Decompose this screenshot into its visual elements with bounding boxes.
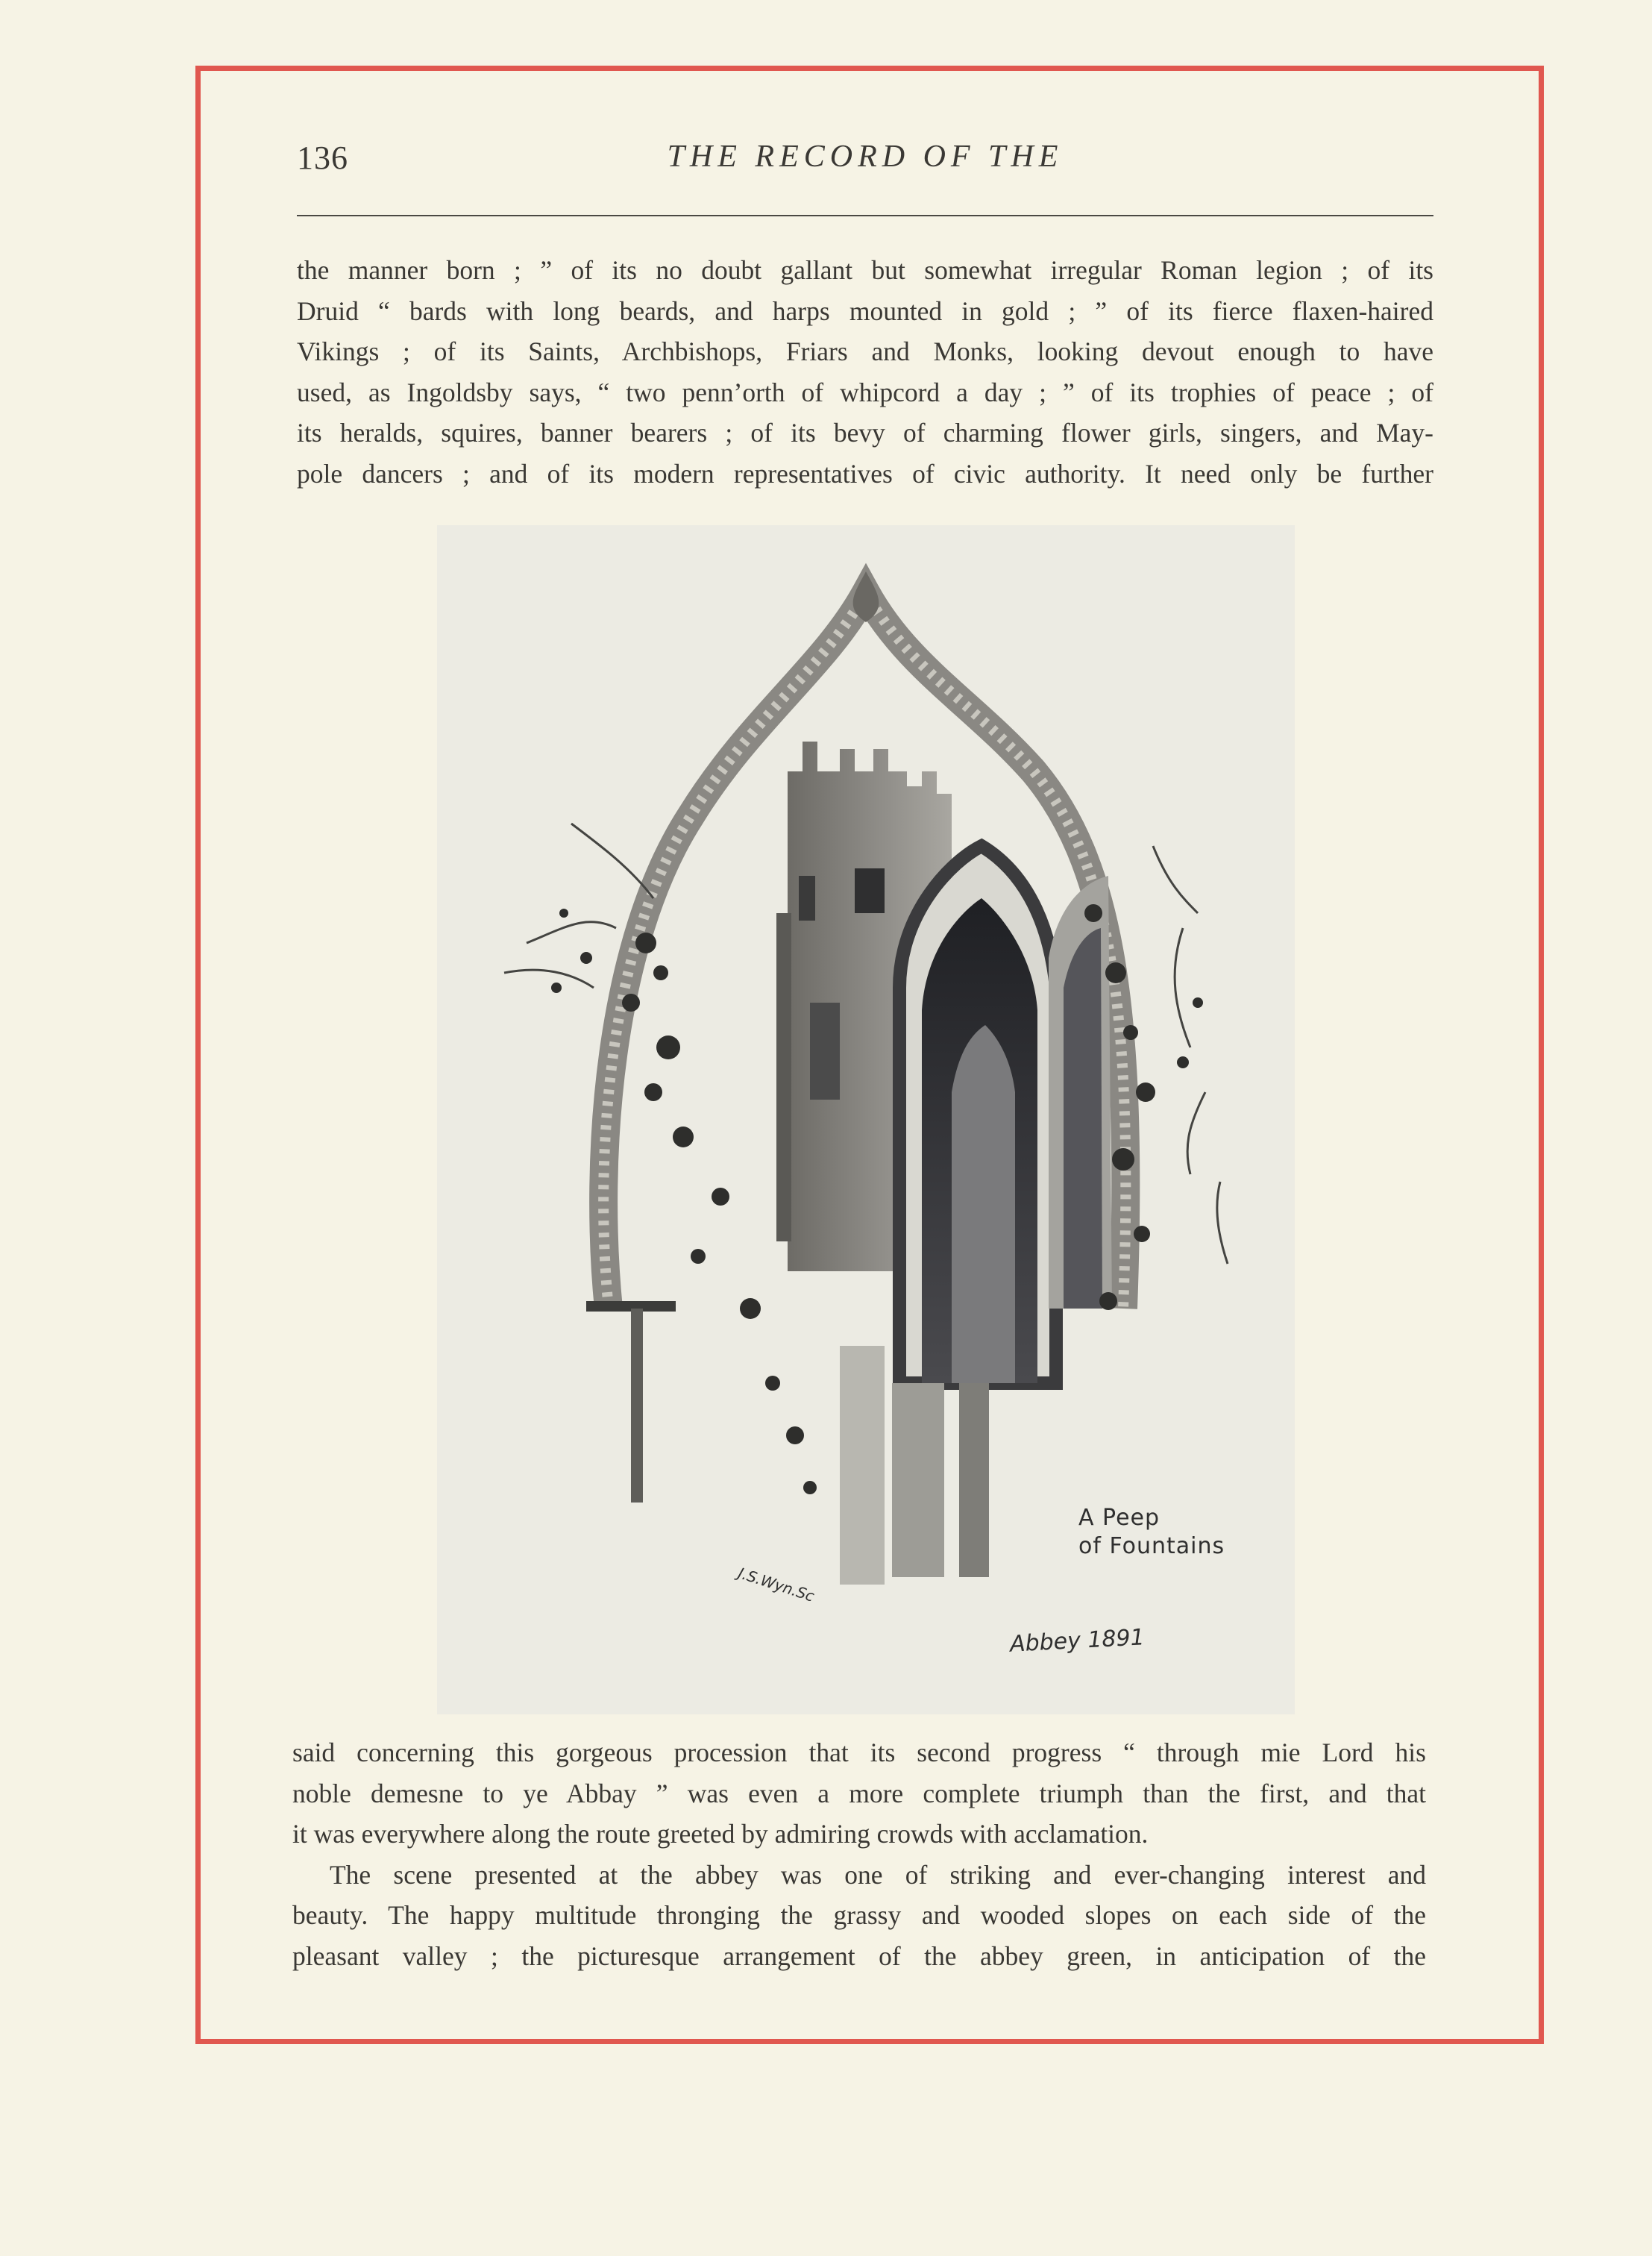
date-inscription: Abbey 1891 [1009, 1624, 1146, 1658]
illustration-caption [1078, 1504, 1243, 1561]
text-line: said concerning this gorgeous procession that its second progress “ through mie Lord his [292, 1738, 1426, 1767]
text-line: pleasant valley ; the picturesque arrangement of the abbey green, in anticipation of the [292, 1940, 1426, 1971]
text-line: pole dancers ; and of its modern representatives of civic authority. It need only be further [297, 458, 1433, 489]
text-line: it was everywhere along the route greeted by admiring crowds with acclamation. [292, 1819, 1149, 1849]
running-title: THE RECORD OF THE [667, 140, 1064, 174]
header-rule [297, 215, 1433, 216]
text-line: used, as Ingoldsby says, “ two penn’orth of whipcord a day ; ” of its trophies of peace ; of [297, 377, 1433, 407]
top-paragraph [297, 250, 1433, 494]
running-head [297, 133, 1433, 185]
page-number: 136 [297, 140, 348, 176]
text-line: its heralds, squires, banner bearers ; of its bevy of charming flower girls, singers, and May- [297, 418, 1433, 448]
text-line: noble demesne to ye Abbay ” was even a more complete triumph than the first, and that [292, 1778, 1426, 1808]
caption-line: of Fountains [1078, 1533, 1225, 1559]
text-line: Vikings ; of its Saints, Archbishops, Friars and Monks, looking devout enough to have [297, 336, 1433, 366]
text-line: beauty. The happy multitude thronging the grassy and wooded slopes on each side of the [292, 1900, 1426, 1930]
text-line: Druid “ bards with long beards, and harps mounted in gold ; ” of its fierce flaxen-haired [297, 295, 1433, 326]
artist-signature: J.S.Wyn.Sc [735, 1564, 817, 1605]
gothic-windows [899, 846, 1112, 1383]
text-line: the manner born ; ” of its no doubt gallant but somewhat irregular Roman legion ; of its [297, 255, 1433, 285]
text-line: The scene presented at the abbey was one of striking and ever-changing interest and [330, 1859, 1426, 1890]
abbey-arch-illustration [437, 525, 1295, 1714]
bottom-paragraphs [292, 1732, 1426, 1976]
caption-line: A Peep [1078, 1505, 1161, 1531]
